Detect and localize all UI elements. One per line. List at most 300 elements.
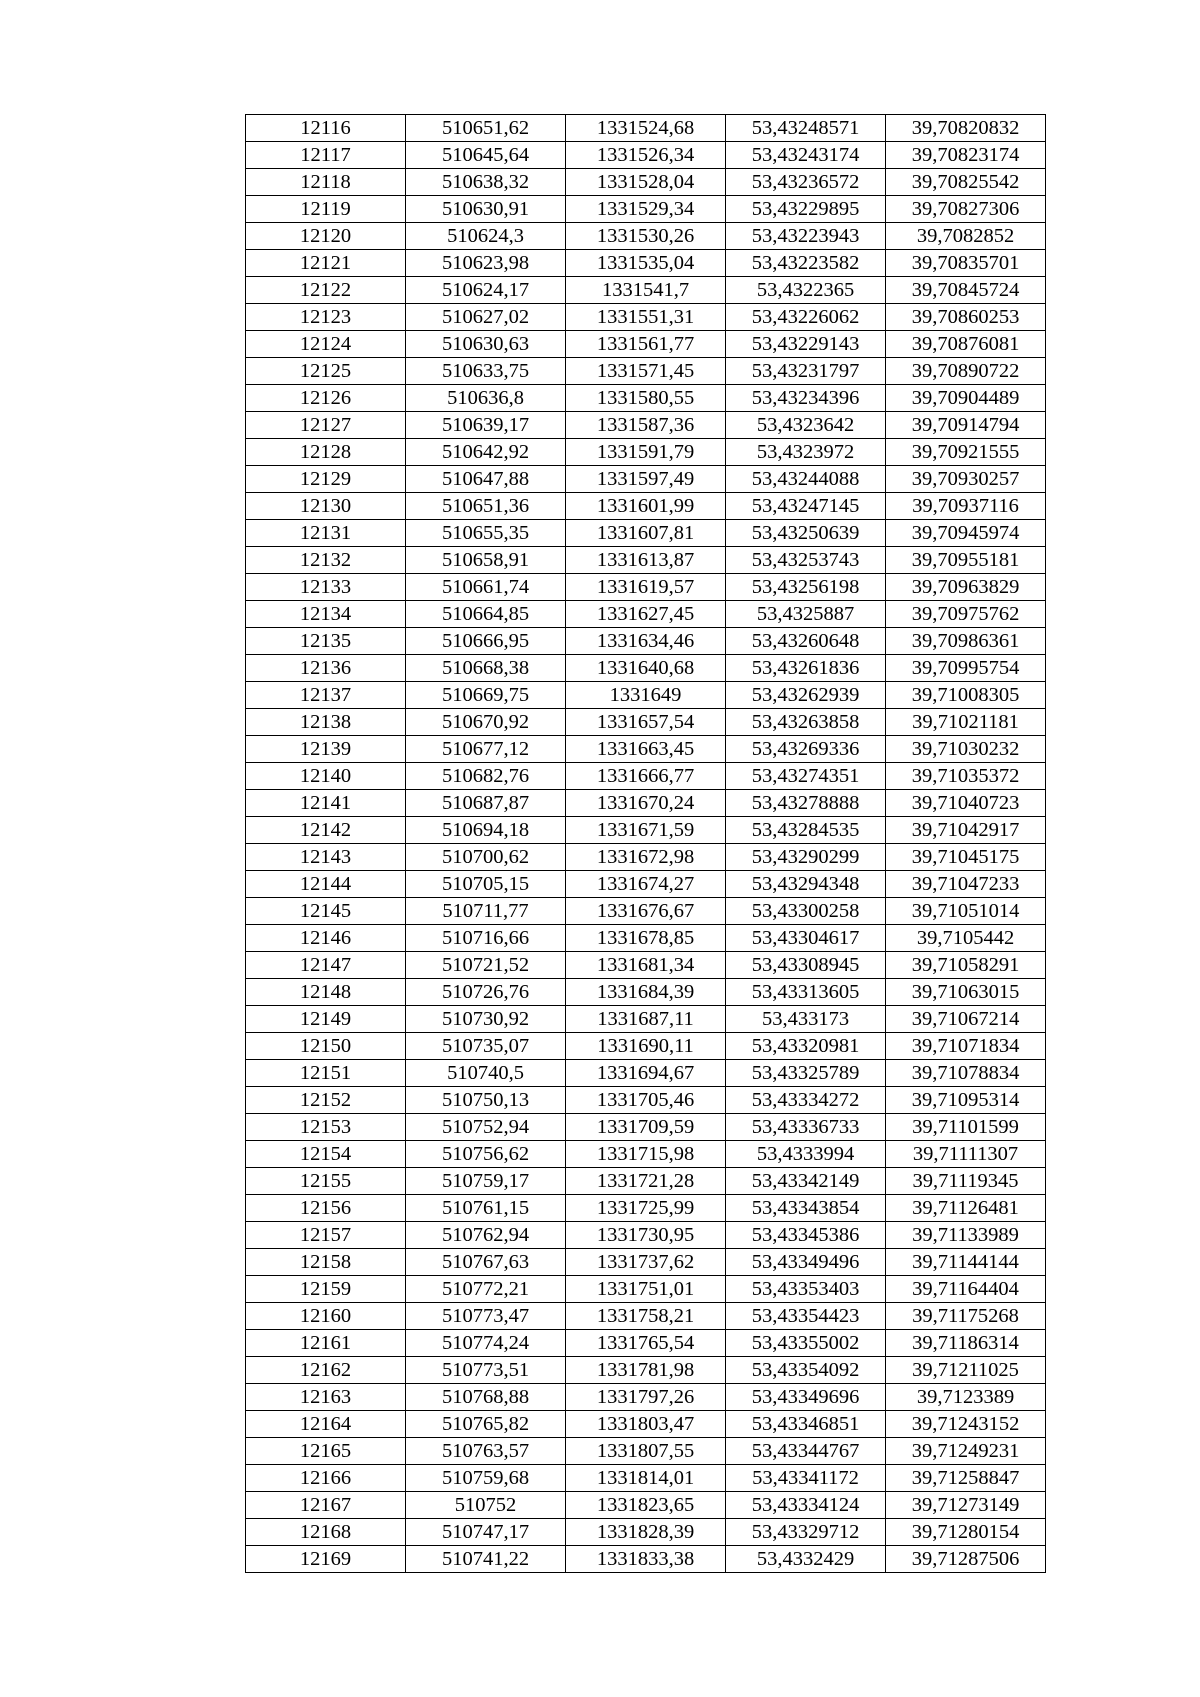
y-coordinate-cell: 1331601,99: [566, 493, 726, 520]
table-row: [246, 1465, 1046, 1492]
table-row: [246, 304, 1046, 331]
point-number-cell: 12130: [246, 493, 406, 520]
table-row: [246, 169, 1046, 196]
y-coordinate-cell: 1331634,46: [566, 628, 726, 655]
coordinates-table-body: [246, 115, 1046, 1573]
y-coordinate-cell: 1331765,54: [566, 1330, 726, 1357]
longitude-cell: 39,71095314: [886, 1087, 1046, 1114]
y-coordinate-cell: 1331758,21: [566, 1303, 726, 1330]
x-coordinate-cell: 510668,38: [406, 655, 566, 682]
point-number-cell: 12138: [246, 709, 406, 736]
longitude-cell: 39,70904489: [886, 385, 1046, 412]
point-number-cell: 12127: [246, 412, 406, 439]
point-number-cell: 12126: [246, 385, 406, 412]
y-coordinate-cell: 1331551,31: [566, 304, 726, 331]
point-number-cell: 12152: [246, 1087, 406, 1114]
longitude-cell: 39,70986361: [886, 628, 1046, 655]
latitude-cell: 53,43278888: [726, 790, 886, 817]
y-coordinate-cell: 1331715,98: [566, 1141, 726, 1168]
table-row: [246, 1141, 1046, 1168]
point-number-cell: 12129: [246, 466, 406, 493]
table-row: [246, 1276, 1046, 1303]
latitude-cell: 53,43274351: [726, 763, 886, 790]
longitude-cell: 39,71249231: [886, 1438, 1046, 1465]
latitude-cell: 53,4323972: [726, 439, 886, 466]
longitude-cell: 39,71008305: [886, 682, 1046, 709]
y-coordinate-cell: 1331571,45: [566, 358, 726, 385]
x-coordinate-cell: 510765,82: [406, 1411, 566, 1438]
point-number-cell: 12153: [246, 1114, 406, 1141]
longitude-cell: 39,71280154: [886, 1519, 1046, 1546]
x-coordinate-cell: 510773,51: [406, 1357, 566, 1384]
longitude-cell: 39,71119345: [886, 1168, 1046, 1195]
longitude-cell: 39,71126481: [886, 1195, 1046, 1222]
table-row: [246, 925, 1046, 952]
table-row: [246, 1438, 1046, 1465]
y-coordinate-cell: 1331663,45: [566, 736, 726, 763]
table-row: [246, 1411, 1046, 1438]
x-coordinate-cell: 510711,77: [406, 898, 566, 925]
y-coordinate-cell: 1331613,87: [566, 547, 726, 574]
x-coordinate-cell: 510752,94: [406, 1114, 566, 1141]
x-coordinate-cell: 510670,92: [406, 709, 566, 736]
latitude-cell: 53,43349696: [726, 1384, 886, 1411]
table-row: [246, 412, 1046, 439]
point-number-cell: 12122: [246, 277, 406, 304]
point-number-cell: 12146: [246, 925, 406, 952]
longitude-cell: 39,71164404: [886, 1276, 1046, 1303]
longitude-cell: 39,71042917: [886, 817, 1046, 844]
point-number-cell: 12136: [246, 655, 406, 682]
x-coordinate-cell: 510647,88: [406, 466, 566, 493]
y-coordinate-cell: 1331657,54: [566, 709, 726, 736]
x-coordinate-cell: 510761,15: [406, 1195, 566, 1222]
table-row: [246, 844, 1046, 871]
table-row: [246, 655, 1046, 682]
table-row: [246, 385, 1046, 412]
table-row: [246, 1222, 1046, 1249]
point-number-cell: 12117: [246, 142, 406, 169]
longitude-cell: 39,71040723: [886, 790, 1046, 817]
x-coordinate-cell: 510752: [406, 1492, 566, 1519]
x-coordinate-cell: 510726,76: [406, 979, 566, 1006]
point-number-cell: 12149: [246, 1006, 406, 1033]
x-coordinate-cell: 510767,63: [406, 1249, 566, 1276]
latitude-cell: 53,43329712: [726, 1519, 886, 1546]
x-coordinate-cell: 510645,64: [406, 142, 566, 169]
point-number-cell: 12150: [246, 1033, 406, 1060]
point-number-cell: 12131: [246, 520, 406, 547]
x-coordinate-cell: 510630,63: [406, 331, 566, 358]
table-row: [246, 1492, 1046, 1519]
table-row: [246, 331, 1046, 358]
table-row: [246, 520, 1046, 547]
y-coordinate-cell: 1331803,47: [566, 1411, 726, 1438]
x-coordinate-cell: 510773,47: [406, 1303, 566, 1330]
latitude-cell: 53,43229895: [726, 196, 886, 223]
point-number-cell: 12155: [246, 1168, 406, 1195]
longitude-cell: 39,71058291: [886, 952, 1046, 979]
latitude-cell: 53,4322365: [726, 277, 886, 304]
latitude-cell: 53,43250639: [726, 520, 886, 547]
point-number-cell: 12162: [246, 1357, 406, 1384]
longitude-cell: 39,70995754: [886, 655, 1046, 682]
point-number-cell: 12121: [246, 250, 406, 277]
latitude-cell: 53,43269336: [726, 736, 886, 763]
table-row: [246, 709, 1046, 736]
point-number-cell: 12137: [246, 682, 406, 709]
x-coordinate-cell: 510682,76: [406, 763, 566, 790]
coordinates-table: [245, 114, 1046, 1573]
latitude-cell: 53,4333994: [726, 1141, 886, 1168]
y-coordinate-cell: 1331591,79: [566, 439, 726, 466]
longitude-cell: 39,70937116: [886, 493, 1046, 520]
x-coordinate-cell: 510669,75: [406, 682, 566, 709]
y-coordinate-cell: 1331814,01: [566, 1465, 726, 1492]
x-coordinate-cell: 510763,57: [406, 1438, 566, 1465]
longitude-cell: 39,71071834: [886, 1033, 1046, 1060]
latitude-cell: 53,43290299: [726, 844, 886, 871]
point-number-cell: 12148: [246, 979, 406, 1006]
point-number-cell: 12156: [246, 1195, 406, 1222]
y-coordinate-cell: 1331781,98: [566, 1357, 726, 1384]
table-row: [246, 547, 1046, 574]
y-coordinate-cell: 1331823,65: [566, 1492, 726, 1519]
table-row: [246, 898, 1046, 925]
point-number-cell: 12166: [246, 1465, 406, 1492]
table-row: [246, 493, 1046, 520]
point-number-cell: 12116: [246, 115, 406, 142]
longitude-cell: 39,71035372: [886, 763, 1046, 790]
longitude-cell: 39,71186314: [886, 1330, 1046, 1357]
longitude-cell: 39,70823174: [886, 142, 1046, 169]
x-coordinate-cell: 510772,21: [406, 1276, 566, 1303]
y-coordinate-cell: 1331687,11: [566, 1006, 726, 1033]
longitude-cell: 39,70860253: [886, 304, 1046, 331]
x-coordinate-cell: 510651,62: [406, 115, 566, 142]
longitude-cell: 39,7105442: [886, 925, 1046, 952]
point-number-cell: 12118: [246, 169, 406, 196]
x-coordinate-cell: 510642,92: [406, 439, 566, 466]
point-number-cell: 12169: [246, 1546, 406, 1573]
y-coordinate-cell: 1331672,98: [566, 844, 726, 871]
x-coordinate-cell: 510759,68: [406, 1465, 566, 1492]
y-coordinate-cell: 1331681,34: [566, 952, 726, 979]
table-row: [246, 277, 1046, 304]
y-coordinate-cell: 1331528,04: [566, 169, 726, 196]
x-coordinate-cell: 510639,17: [406, 412, 566, 439]
longitude-cell: 39,70921555: [886, 439, 1046, 466]
y-coordinate-cell: 1331640,68: [566, 655, 726, 682]
table-row: [246, 952, 1046, 979]
latitude-cell: 53,43334272: [726, 1087, 886, 1114]
point-number-cell: 12133: [246, 574, 406, 601]
latitude-cell: 53,43284535: [726, 817, 886, 844]
x-coordinate-cell: 510774,24: [406, 1330, 566, 1357]
point-number-cell: 12134: [246, 601, 406, 628]
point-number-cell: 12147: [246, 952, 406, 979]
x-coordinate-cell: 510624,17: [406, 277, 566, 304]
point-number-cell: 12125: [246, 358, 406, 385]
latitude-cell: 53,43261836: [726, 655, 886, 682]
y-coordinate-cell: 1331524,68: [566, 115, 726, 142]
latitude-cell: 53,43341172: [726, 1465, 886, 1492]
table-row: [246, 358, 1046, 385]
table-row: [246, 1546, 1046, 1573]
latitude-cell: 53,43223943: [726, 223, 886, 250]
latitude-cell: 53,43353403: [726, 1276, 886, 1303]
x-coordinate-cell: 510627,02: [406, 304, 566, 331]
table-row: [246, 628, 1046, 655]
y-coordinate-cell: 1331721,28: [566, 1168, 726, 1195]
y-coordinate-cell: 1331580,55: [566, 385, 726, 412]
y-coordinate-cell: 1331833,38: [566, 1546, 726, 1573]
y-coordinate-cell: 1331751,01: [566, 1276, 726, 1303]
longitude-cell: 39,71063015: [886, 979, 1046, 1006]
table-row: [246, 223, 1046, 250]
x-coordinate-cell: 510716,66: [406, 925, 566, 952]
point-number-cell: 12164: [246, 1411, 406, 1438]
latitude-cell: 53,43346851: [726, 1411, 886, 1438]
table-row: [246, 1114, 1046, 1141]
table-row: [246, 601, 1046, 628]
latitude-cell: 53,43234396: [726, 385, 886, 412]
x-coordinate-cell: 510756,62: [406, 1141, 566, 1168]
x-coordinate-cell: 510768,88: [406, 1384, 566, 1411]
longitude-cell: 39,71067214: [886, 1006, 1046, 1033]
table-row: [246, 763, 1046, 790]
x-coordinate-cell: 510762,94: [406, 1222, 566, 1249]
point-number-cell: 12123: [246, 304, 406, 331]
latitude-cell: 53,43354092: [726, 1357, 886, 1384]
longitude-cell: 39,70825542: [886, 169, 1046, 196]
latitude-cell: 53,43263858: [726, 709, 886, 736]
latitude-cell: 53,43343854: [726, 1195, 886, 1222]
latitude-cell: 53,43334124: [726, 1492, 886, 1519]
longitude-cell: 39,71047233: [886, 871, 1046, 898]
latitude-cell: 53,43253743: [726, 547, 886, 574]
longitude-cell: 39,70845724: [886, 277, 1046, 304]
longitude-cell: 39,71258847: [886, 1465, 1046, 1492]
table-row: [246, 1249, 1046, 1276]
y-coordinate-cell: 1331561,77: [566, 331, 726, 358]
longitude-cell: 39,70963829: [886, 574, 1046, 601]
table-row: [246, 1519, 1046, 1546]
y-coordinate-cell: 1331705,46: [566, 1087, 726, 1114]
y-coordinate-cell: 1331694,67: [566, 1060, 726, 1087]
point-number-cell: 12132: [246, 547, 406, 574]
y-coordinate-cell: 1331649: [566, 682, 726, 709]
y-coordinate-cell: 1331678,85: [566, 925, 726, 952]
point-number-cell: 12167: [246, 1492, 406, 1519]
longitude-cell: 39,70876081: [886, 331, 1046, 358]
x-coordinate-cell: 510741,22: [406, 1546, 566, 1573]
x-coordinate-cell: 510661,74: [406, 574, 566, 601]
point-number-cell: 12144: [246, 871, 406, 898]
longitude-cell: 39,71030232: [886, 736, 1046, 763]
y-coordinate-cell: 1331607,81: [566, 520, 726, 547]
longitude-cell: 39,70835701: [886, 250, 1046, 277]
latitude-cell: 53,43325789: [726, 1060, 886, 1087]
point-number-cell: 12165: [246, 1438, 406, 1465]
longitude-cell: 39,70930257: [886, 466, 1046, 493]
longitude-cell: 39,70955181: [886, 547, 1046, 574]
longitude-cell: 39,70890722: [886, 358, 1046, 385]
point-number-cell: 12163: [246, 1384, 406, 1411]
longitude-cell: 39,7123389: [886, 1384, 1046, 1411]
longitude-cell: 39,71045175: [886, 844, 1046, 871]
y-coordinate-cell: 1331674,27: [566, 871, 726, 898]
table-row: [246, 196, 1046, 223]
longitude-cell: 39,71144144: [886, 1249, 1046, 1276]
point-number-cell: 12141: [246, 790, 406, 817]
x-coordinate-cell: 510666,95: [406, 628, 566, 655]
table-row: [246, 466, 1046, 493]
latitude-cell: 53,43313605: [726, 979, 886, 1006]
latitude-cell: 53,43355002: [726, 1330, 886, 1357]
y-coordinate-cell: 1331526,34: [566, 142, 726, 169]
x-coordinate-cell: 510740,5: [406, 1060, 566, 1087]
latitude-cell: 53,43345386: [726, 1222, 886, 1249]
longitude-cell: 39,70975762: [886, 601, 1046, 628]
x-coordinate-cell: 510721,52: [406, 952, 566, 979]
table-row: [246, 1168, 1046, 1195]
point-number-cell: 12154: [246, 1141, 406, 1168]
x-coordinate-cell: 510623,98: [406, 250, 566, 277]
longitude-cell: 39,70820832: [886, 115, 1046, 142]
y-coordinate-cell: 1331541,7: [566, 277, 726, 304]
latitude-cell: 53,43342149: [726, 1168, 886, 1195]
latitude-cell: 53,43229143: [726, 331, 886, 358]
point-number-cell: 12158: [246, 1249, 406, 1276]
latitude-cell: 53,43260648: [726, 628, 886, 655]
table-row: [246, 790, 1046, 817]
latitude-cell: 53,43236572: [726, 169, 886, 196]
point-number-cell: 12161: [246, 1330, 406, 1357]
table-row: [246, 979, 1046, 1006]
point-number-cell: 12139: [246, 736, 406, 763]
y-coordinate-cell: 1331690,11: [566, 1033, 726, 1060]
y-coordinate-cell: 1331737,62: [566, 1249, 726, 1276]
longitude-cell: 39,71051014: [886, 898, 1046, 925]
x-coordinate-cell: 510730,92: [406, 1006, 566, 1033]
x-coordinate-cell: 510750,13: [406, 1087, 566, 1114]
table-row: [246, 1357, 1046, 1384]
point-number-cell: 12143: [246, 844, 406, 871]
y-coordinate-cell: 1331529,34: [566, 196, 726, 223]
x-coordinate-cell: 510759,17: [406, 1168, 566, 1195]
table-row: [246, 817, 1046, 844]
table-row: [246, 115, 1046, 142]
latitude-cell: 53,43243174: [726, 142, 886, 169]
y-coordinate-cell: 1331666,77: [566, 763, 726, 790]
longitude-cell: 39,71243152: [886, 1411, 1046, 1438]
y-coordinate-cell: 1331530,26: [566, 223, 726, 250]
y-coordinate-cell: 1331587,36: [566, 412, 726, 439]
point-number-cell: 12151: [246, 1060, 406, 1087]
x-coordinate-cell: 510664,85: [406, 601, 566, 628]
longitude-cell: 39,71078834: [886, 1060, 1046, 1087]
y-coordinate-cell: 1331709,59: [566, 1114, 726, 1141]
latitude-cell: 53,43344767: [726, 1438, 886, 1465]
latitude-cell: 53,43256198: [726, 574, 886, 601]
x-coordinate-cell: 510638,32: [406, 169, 566, 196]
longitude-cell: 39,71273149: [886, 1492, 1046, 1519]
table-row: [246, 871, 1046, 898]
y-coordinate-cell: 1331828,39: [566, 1519, 726, 1546]
point-number-cell: 12168: [246, 1519, 406, 1546]
latitude-cell: 53,43248571: [726, 115, 886, 142]
table-row: [246, 736, 1046, 763]
y-coordinate-cell: 1331627,45: [566, 601, 726, 628]
table-row: [246, 1087, 1046, 1114]
latitude-cell: 53,43244088: [726, 466, 886, 493]
x-coordinate-cell: 510687,87: [406, 790, 566, 817]
y-coordinate-cell: 1331597,49: [566, 466, 726, 493]
x-coordinate-cell: 510655,35: [406, 520, 566, 547]
x-coordinate-cell: 510633,75: [406, 358, 566, 385]
y-coordinate-cell: 1331619,57: [566, 574, 726, 601]
latitude-cell: 53,4323642: [726, 412, 886, 439]
table-row: [246, 682, 1046, 709]
y-coordinate-cell: 1331535,04: [566, 250, 726, 277]
x-coordinate-cell: 510700,62: [406, 844, 566, 871]
longitude-cell: 39,71211025: [886, 1357, 1046, 1384]
longitude-cell: 39,71175268: [886, 1303, 1046, 1330]
x-coordinate-cell: 510651,36: [406, 493, 566, 520]
table-row: [246, 439, 1046, 466]
x-coordinate-cell: 510624,3: [406, 223, 566, 250]
latitude-cell: 53,43308945: [726, 952, 886, 979]
x-coordinate-cell: 510630,91: [406, 196, 566, 223]
point-number-cell: 12120: [246, 223, 406, 250]
point-number-cell: 12160: [246, 1303, 406, 1330]
table-row: [246, 1330, 1046, 1357]
x-coordinate-cell: 510658,91: [406, 547, 566, 574]
latitude-cell: 53,43349496: [726, 1249, 886, 1276]
point-number-cell: 12142: [246, 817, 406, 844]
table-row: [246, 1006, 1046, 1033]
y-coordinate-cell: 1331671,59: [566, 817, 726, 844]
longitude-cell: 39,71287506: [886, 1546, 1046, 1573]
longitude-cell: 39,71021181: [886, 709, 1046, 736]
latitude-cell: 53,43226062: [726, 304, 886, 331]
latitude-cell: 53,43320981: [726, 1033, 886, 1060]
longitude-cell: 39,71133989: [886, 1222, 1046, 1249]
longitude-cell: 39,70914794: [886, 412, 1046, 439]
latitude-cell: 53,43247145: [726, 493, 886, 520]
latitude-cell: 53,4325887: [726, 601, 886, 628]
x-coordinate-cell: 510705,15: [406, 871, 566, 898]
x-coordinate-cell: 510694,18: [406, 817, 566, 844]
table-row: [246, 574, 1046, 601]
table-row: [246, 1033, 1046, 1060]
y-coordinate-cell: 1331807,55: [566, 1438, 726, 1465]
table-row: [246, 1060, 1046, 1087]
point-number-cell: 12124: [246, 331, 406, 358]
y-coordinate-cell: 1331730,95: [566, 1222, 726, 1249]
x-coordinate-cell: 510636,8: [406, 385, 566, 412]
latitude-cell: 53,43300258: [726, 898, 886, 925]
latitude-cell: 53,43294348: [726, 871, 886, 898]
latitude-cell: 53,4332429: [726, 1546, 886, 1573]
y-coordinate-cell: 1331676,67: [566, 898, 726, 925]
y-coordinate-cell: 1331684,39: [566, 979, 726, 1006]
x-coordinate-cell: 510677,12: [406, 736, 566, 763]
latitude-cell: 53,43354423: [726, 1303, 886, 1330]
y-coordinate-cell: 1331725,99: [566, 1195, 726, 1222]
table-row: [246, 142, 1046, 169]
